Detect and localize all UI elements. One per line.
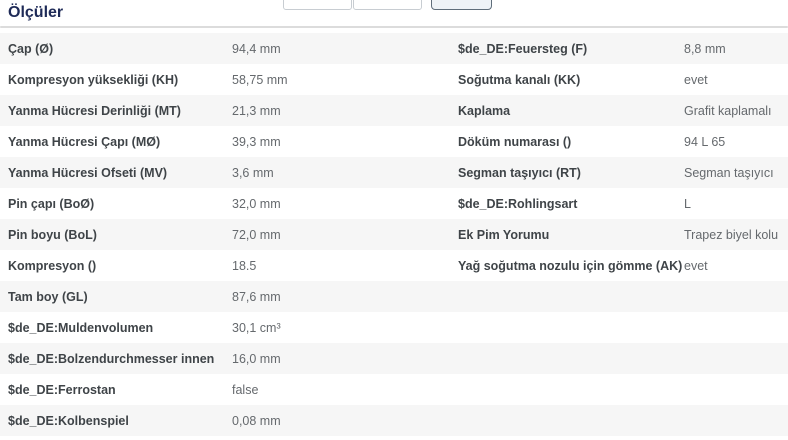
- table-row: [0, 95, 788, 126]
- left-value: 94,4 mm: [232, 41, 281, 56]
- right-value: Trapez biyel kolu: [684, 227, 779, 242]
- table-row: [0, 405, 788, 436]
- cutoff-tab-button-active[interactable]: [431, 0, 492, 10]
- cutoff-tab-button-2[interactable]: [353, 0, 422, 10]
- left-value: 58,75 mm: [232, 72, 288, 87]
- right-label: Segman taşıyıcı (RT): [458, 165, 581, 180]
- table-row: [0, 374, 788, 405]
- left-value: 3,6 mm: [232, 165, 274, 180]
- right-value: 94 L 65: [684, 134, 726, 149]
- left-label: Yanma Hücresi Derinliği (MT): [8, 103, 181, 118]
- left-value: 0,08 mm: [232, 413, 281, 428]
- left-value: 16,0 mm: [232, 351, 281, 366]
- spec-table: [0, 33, 788, 436]
- right-value: 8,8 mm: [684, 41, 726, 56]
- right-value: evet: [684, 72, 708, 87]
- left-label: Pin boyu (BoL): [8, 227, 97, 242]
- table-row: [0, 33, 788, 64]
- left-label: $de_DE:Kolbenspiel: [8, 413, 129, 428]
- table-row: [0, 250, 788, 281]
- left-value: 39,3 mm: [232, 134, 281, 149]
- right-value: L: [684, 196, 691, 211]
- table-row: [0, 157, 788, 188]
- left-label: $de_DE:Ferrostan: [8, 382, 116, 397]
- right-label: $de_DE:Rohlingsart: [458, 196, 578, 211]
- right-value: evet: [684, 258, 708, 273]
- left-label: Kompresyon yüksekliği (KH): [8, 72, 179, 87]
- left-label: Kompresyon (): [8, 258, 97, 273]
- left-value: 72,0 mm: [232, 227, 281, 242]
- table-row: [0, 312, 788, 343]
- left-label: Tam boy (GL): [8, 289, 88, 304]
- table-row: [0, 219, 788, 250]
- left-value: 30,1 cm³: [232, 320, 281, 335]
- section-divider: [0, 26, 788, 28]
- table-row: [0, 64, 788, 95]
- left-label: Yanma Hücresi Ofseti (MV): [8, 165, 168, 180]
- table-row: [0, 188, 788, 219]
- right-label: Ek Pim Yorumu: [458, 227, 550, 242]
- table-row: [0, 343, 788, 374]
- table-row: [0, 281, 788, 312]
- left-value: false: [232, 382, 259, 397]
- right-label: Döküm numarası (): [458, 134, 572, 149]
- left-value: 18.5: [232, 258, 257, 273]
- left-value: 21,3 mm: [232, 103, 281, 118]
- table-row: [0, 126, 788, 157]
- top-cutoff-tab-strip: [0, 3, 788, 12]
- right-label: Soğutma kanalı (KK): [458, 72, 581, 87]
- left-value: 32,0 mm: [232, 196, 281, 211]
- right-value: Grafit kaplamalı: [684, 103, 772, 118]
- left-label: $de_DE:Bolzendurchmesser innen: [8, 351, 215, 366]
- left-label: Yanma Hücresi Çapı (MØ): [8, 134, 161, 149]
- left-label: Çap (Ø): [8, 41, 54, 56]
- left-label: $de_DE:Muldenvolumen: [8, 320, 154, 335]
- right-value: Segman taşıyıcı: [684, 165, 774, 180]
- cutoff-tab-button-1[interactable]: [283, 0, 352, 10]
- page-title: Ölçüler: [8, 4, 64, 21]
- left-label: Pin çapı (BoØ): [8, 196, 95, 211]
- right-label: Yağ soğutma nozulu için gömme (AK): [458, 258, 683, 273]
- right-label: Kaplama: [458, 103, 511, 118]
- right-label: $de_DE:Feuersteg (F): [458, 41, 588, 56]
- left-value: 87,6 mm: [232, 289, 281, 304]
